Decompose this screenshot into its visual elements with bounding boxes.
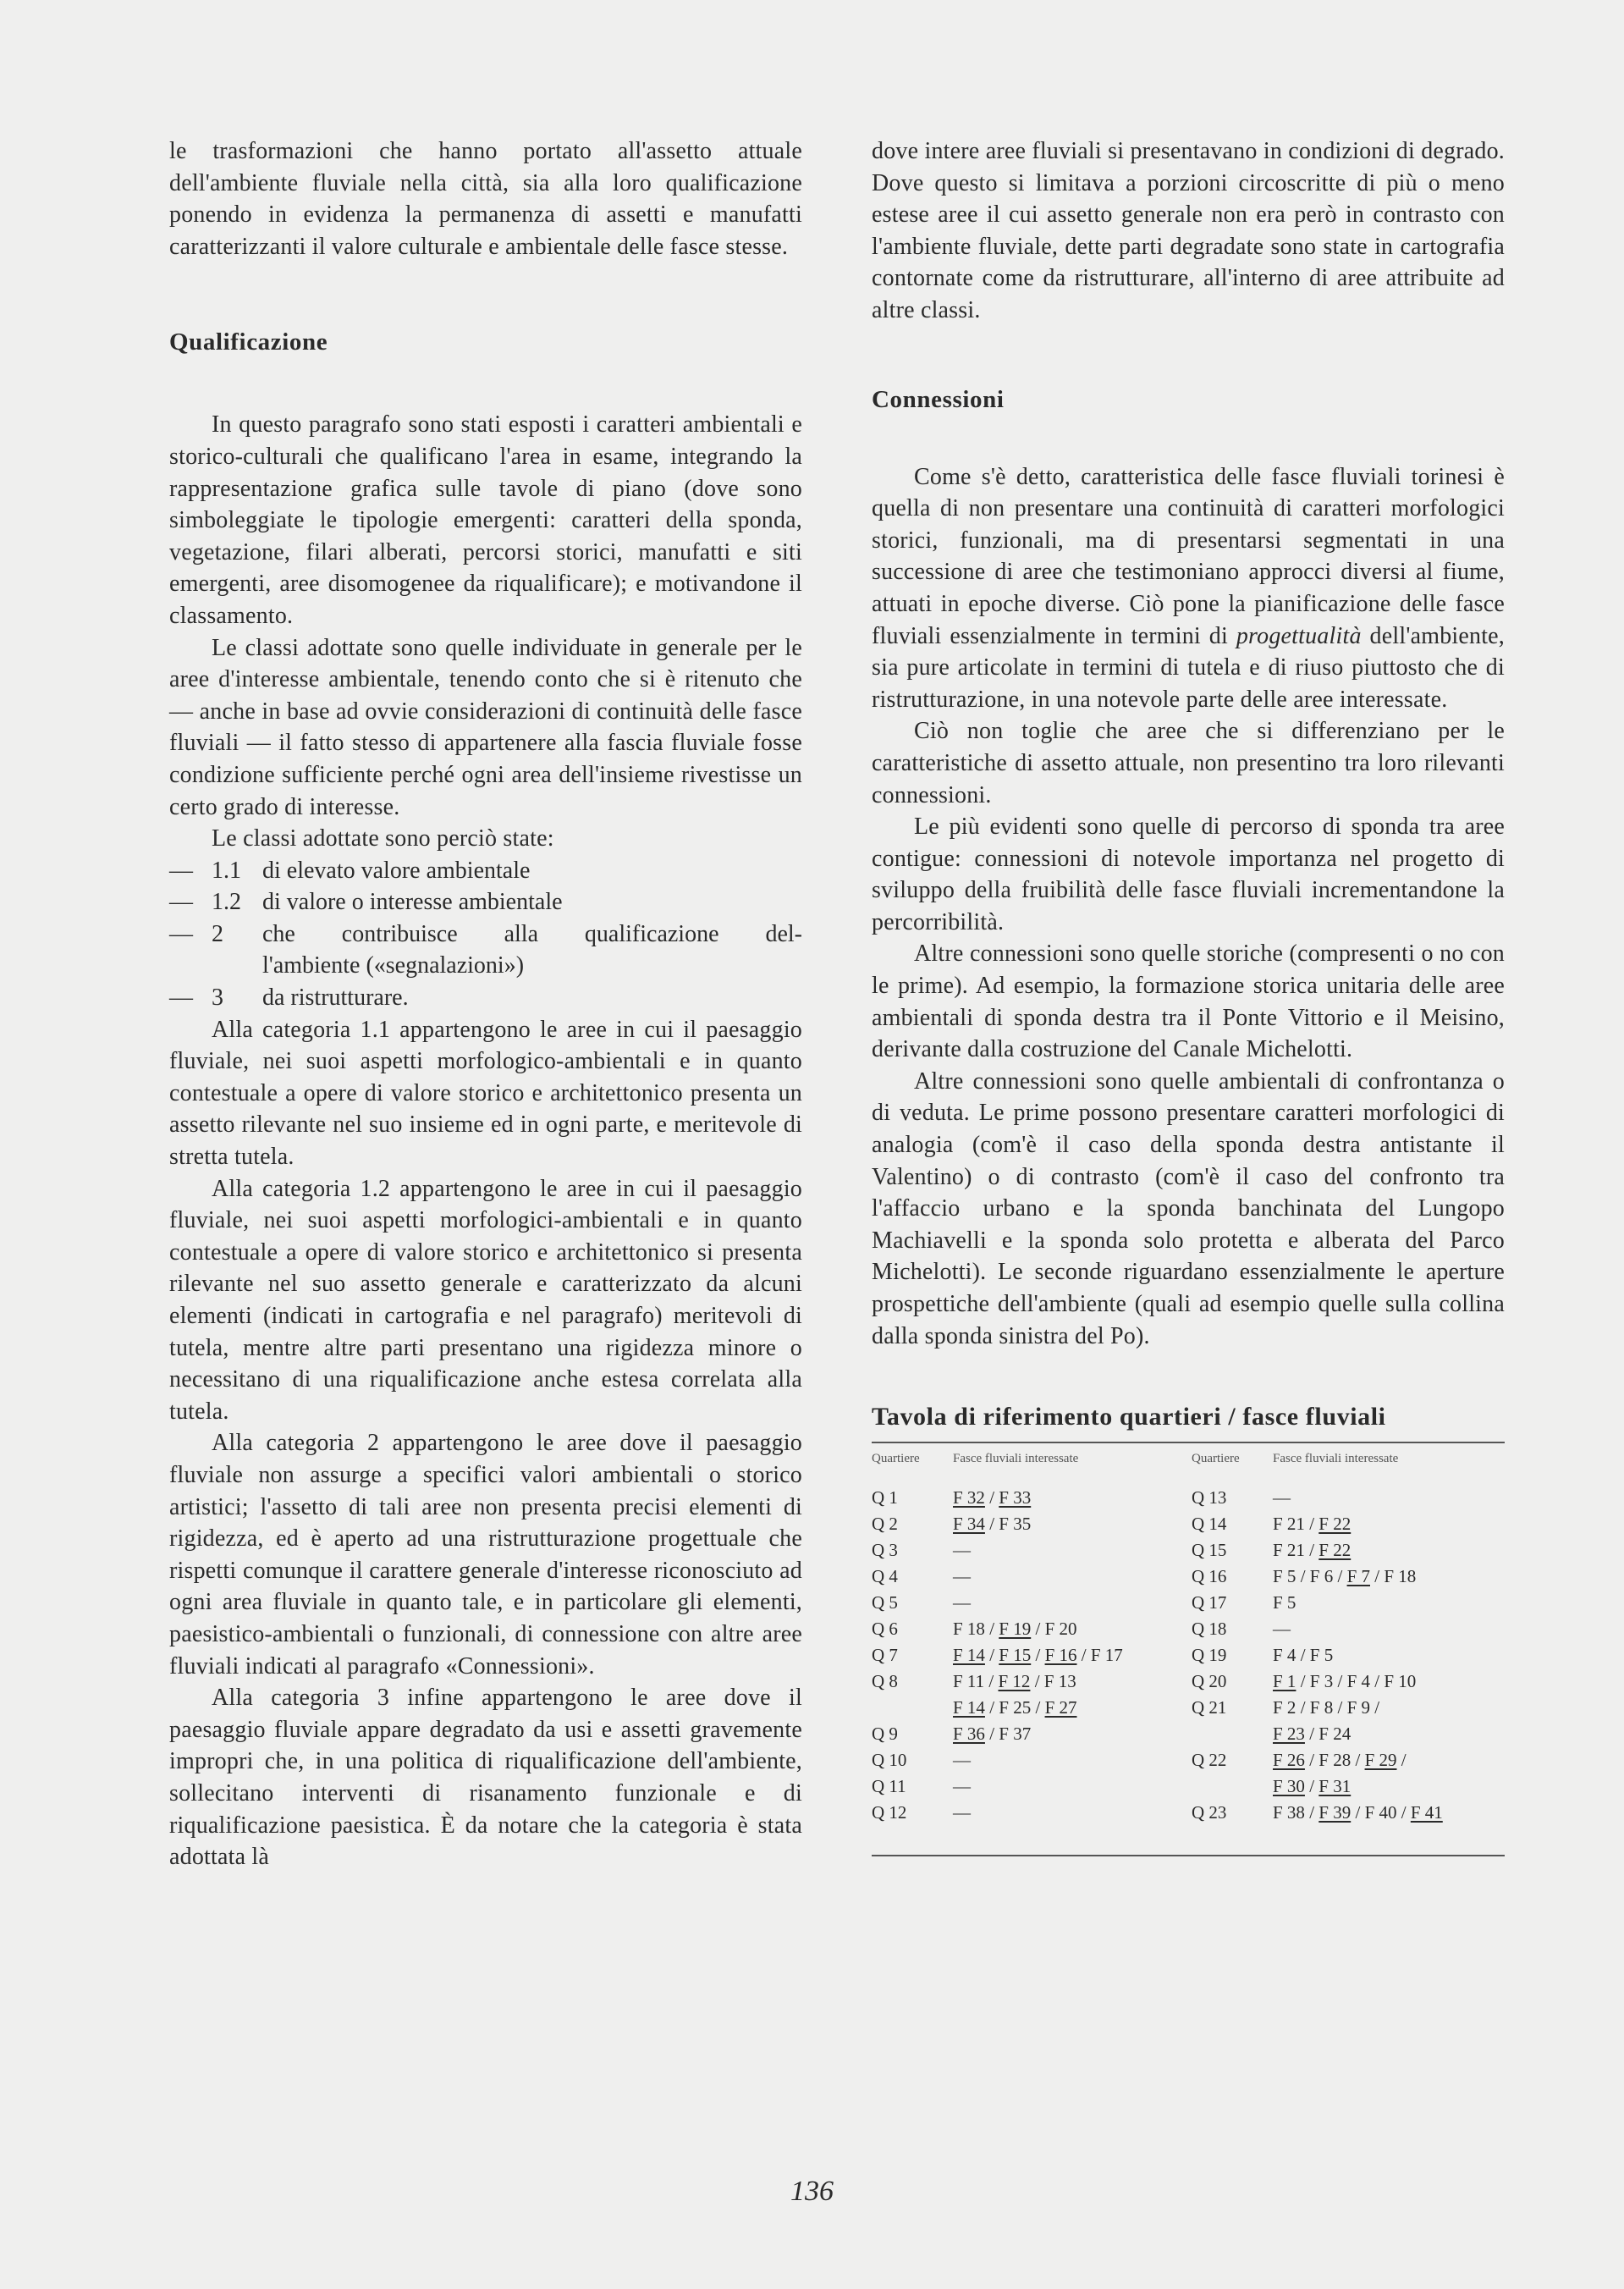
list-item <box>169 918 802 951</box>
emphasis-progettualita: progettualità <box>1236 622 1362 649</box>
separator: / <box>1370 1671 1385 1692</box>
list-item <box>169 886 802 918</box>
separator: / <box>1076 1645 1091 1666</box>
fascia-code: — <box>1273 1619 1291 1640</box>
separator: / <box>984 1671 999 1692</box>
list-dash: — <box>169 889 193 916</box>
table-row <box>872 1511 1505 1537</box>
separator: / <box>984 1724 999 1745</box>
fascia-code: F 37 <box>999 1724 1032 1745</box>
fascia-code: F 31 <box>1318 1776 1351 1797</box>
quartiere-cell: Q 12 <box>872 1802 907 1823</box>
fasce-cell <box>1273 1668 1505 1695</box>
fascia-code: F 34 <box>953 1514 985 1535</box>
fasce-cell <box>953 1642 1192 1668</box>
separator: / <box>1351 1750 1365 1771</box>
quartiere-cell: Q 6 <box>872 1619 898 1640</box>
separator: / <box>1296 1566 1310 1587</box>
fasce-cell <box>1273 1695 1505 1721</box>
list-item <box>169 855 802 887</box>
fascia-code: F 5 <box>1273 1592 1296 1613</box>
fasce-cell <box>953 1590 1192 1616</box>
reference-table <box>872 1443 1505 1826</box>
page-number: 136 <box>790 2176 834 2207</box>
quartiere-cell: Q 9 <box>872 1724 898 1745</box>
fascia-code: F 2 <box>1273 1697 1296 1718</box>
table-title: Tavola di riferimento quartieri / fasce fluviali <box>872 1403 1386 1431</box>
table-row <box>872 1668 1505 1695</box>
list-number: 1.1 <box>212 857 241 884</box>
quartiere-cell: Q 23 <box>1192 1802 1227 1823</box>
list-text: che contribuisce alla qualificazione del- <box>262 920 802 947</box>
quartiere-cell: Q 8 <box>872 1671 898 1692</box>
fasce-cell <box>1273 1773 1505 1800</box>
fascia-code: F 3 <box>1309 1671 1334 1692</box>
fasce-cell <box>1273 1747 1505 1773</box>
fasce-cell <box>953 1511 1192 1537</box>
quartiere-cell: Q 13 <box>1192 1487 1227 1509</box>
table-row <box>872 1800 1505 1826</box>
list-text: da ristrutturare. <box>262 985 409 1012</box>
separator: / <box>1333 1697 1347 1718</box>
class-list <box>169 855 802 1014</box>
quartiere-cell: Q 3 <box>872 1540 898 1561</box>
table-header-row <box>872 1443 1505 1485</box>
quartiere-cell: Q 22 <box>1192 1750 1227 1771</box>
fascia-code: — <box>953 1592 971 1613</box>
fascia-code: F 4 <box>1273 1645 1296 1666</box>
reference-table-block <box>872 1403 1505 1856</box>
list-number: 3 <box>212 985 223 1012</box>
paragraph: Alla categoria 3 infine appartengono le aree dove il paesaggio fluviale appare degradato da usi e assetti gravemente impropri che, in una politica di riqualificazione dell'ambiente, sollecitano interventi di risanamento funzionale e di riqualificazione paesistica. È da notare che la categoria è stata adottata là <box>169 1685 802 1871</box>
quartiere-cell: Q 1 <box>872 1487 898 1509</box>
table-bottom-rule <box>872 1855 1505 1856</box>
separator: / <box>1031 1645 1045 1666</box>
paragraph: Alla categoria 1.2 appartengono le aree in cui il paesaggio fluviale, nei suoi aspetti morfologici-ambientali e in quanto contestuale a opere di valore storico e architettonico si presenta rilevante nel suo assetto generale e caratterizzato da alcuni elementi (indicati in cartografia e nel paragrafo) meritevoli di tutela, mentre altre parti presentano una rigidezza minore o necessitano di una riqualificazione anche estesa correlata alla tutela. <box>169 1175 802 1425</box>
table-row <box>872 1564 1505 1590</box>
quartiere-cell: Q 7 <box>872 1645 898 1666</box>
table-row <box>872 1616 1505 1642</box>
fasce-cell <box>1273 1485 1505 1511</box>
list-text: di valore o interesse ambientale <box>262 889 563 916</box>
fascia-code: F 30 <box>1273 1776 1305 1797</box>
list-item <box>169 982 802 1014</box>
fascia-code: F 14 <box>953 1697 985 1718</box>
fascia-code: F 6 <box>1309 1566 1334 1587</box>
separator: / <box>984 1645 999 1666</box>
separator: / <box>1304 1514 1319 1535</box>
separator: / <box>984 1697 999 1718</box>
quartiere-cell: Q 18 <box>1192 1619 1227 1640</box>
table-row <box>872 1590 1505 1616</box>
list-dash: — <box>169 985 193 1012</box>
fascia-code: — <box>953 1566 971 1587</box>
fasce-cell <box>953 1537 1192 1564</box>
separator: / <box>1304 1540 1319 1561</box>
fascia-code: F 33 <box>999 1487 1032 1509</box>
table-row <box>872 1485 1505 1511</box>
quartiere-cell: Q 10 <box>872 1750 907 1771</box>
separator: / <box>1396 1802 1411 1823</box>
table-row <box>872 1773 1505 1800</box>
fasce-cell <box>953 1564 1192 1590</box>
fascia-code: F 19 <box>999 1619 1032 1640</box>
separator: / <box>1304 1750 1319 1771</box>
fasce-cell <box>953 1747 1192 1773</box>
separator: / <box>1370 1697 1380 1718</box>
table-row <box>872 1642 1505 1668</box>
text-run: dell'ambiente, sia pure articolate in termini di tutela e di riuso piuttosto che di ristrutturazione, in una notevole parte delle aree interessate. <box>872 622 1506 713</box>
fascia-code: F 32 <box>953 1487 985 1509</box>
fascia-code: F 35 <box>999 1514 1032 1535</box>
fasce-cell <box>953 1668 1192 1695</box>
fascia-code: F 20 <box>1044 1619 1077 1640</box>
paragraph: Le classi adottate sono quelle individuate in generale per le aree d'interesse ambientale, tenendo conto che si è ritenuto che — anche in base ad ovvie considerazioni di continuità delle fasce fluviali — il fatto stesso di appartenere alla fascia fluviale fosse condizione sufficiente perché ogni area dell'insieme rivestisse un certo grado di interesse. <box>169 634 802 820</box>
heading-connessioni: Connessioni <box>872 385 1005 413</box>
list-number: 1.2 <box>212 889 241 916</box>
paragraph: Altre connessioni sono quelle ambientali di confrontanza o di veduta. Le prime possono presentare caratteri morfologici di analogia (com'è il caso della sponda destra antistante il Valentino) o di contrasto (com'è il caso del confronto tra l'affaccio urbano e la sponda banchinata del Lungopo Machiavelli e la sponda solo protetta e alberata del Parco Michelotti). Le seconde riguardano essenzialmente le aperture prospettiche dell'ambiente (quali ad esempio quelle sulla collina dalla sponda sinistra del Po). <box>872 1067 1505 1349</box>
separator: / <box>1031 1619 1045 1640</box>
fascia-code: F 41 <box>1410 1802 1443 1823</box>
paragraph: Alla categoria 1.1 appartengono le aree in cui il paesaggio fluviale, nei suoi aspetti morfologico-ambientali e in quanto contestuale a opere di valore storico e architettonico presenta un assetto rilevante nel suo insieme ed in ogni parte, e meritevole di stretta tutela. <box>169 1016 802 1171</box>
separator: / <box>1030 1671 1044 1692</box>
quartiere-cell <box>1192 1773 1273 1800</box>
fasce-cell <box>953 1721 1192 1747</box>
paragraph: Le più evidenti sono quelle di percorso di sponda tra aree contigue: connessioni di notevole importanza nel progetto di sviluppo della fruibilità delle fasce fluviali incrementandone la percorribilità. <box>872 814 1505 935</box>
fasce-cell <box>953 1773 1192 1800</box>
list-number: 2 <box>212 920 223 947</box>
separator: / <box>1396 1750 1407 1771</box>
list-dash: — <box>169 920 193 947</box>
right-column <box>872 135 1505 1856</box>
separator: / <box>1296 1645 1310 1666</box>
list-continuation: l'ambiente («segnalazioni») <box>262 952 525 979</box>
quartiere-cell: Q 11 <box>872 1776 906 1797</box>
quartiere-cell: Q 5 <box>872 1592 898 1613</box>
fasce-cell <box>1273 1616 1505 1642</box>
separator: / <box>1351 1802 1365 1823</box>
paragraph: In questo paragrafo sono stati esposti i caratteri ambientali e storico-culturali che qualificano l'area in esame, integrando la rappresentazione grafica sulle tavole di piano (dove sono simboleggiate le tipologie emergenti: caratteri della sponda, vegetazione, filari alberati, percorsi storici, manufatti e siti emergenti, aree disomogenee da riqualificare); e motivandone il classamento. <box>169 411 802 629</box>
fascia-code: — <box>953 1540 971 1561</box>
table-bottom-space <box>872 1826 1505 1855</box>
fascia-code: F 40 <box>1364 1802 1397 1823</box>
fascia-code: F 16 <box>1044 1645 1077 1666</box>
fascia-code: F 17 <box>1090 1645 1123 1666</box>
quartiere-cell: Q 21 <box>1192 1697 1227 1718</box>
fascia-code: F 28 <box>1318 1750 1351 1771</box>
separator: / <box>984 1619 999 1640</box>
fasce-cell <box>1273 1564 1505 1590</box>
list-text: di elevato valore ambientale <box>262 857 531 884</box>
quartiere-cell: Q 19 <box>1192 1645 1227 1666</box>
fasce-cell <box>1273 1642 1505 1668</box>
quartiere-cell <box>1192 1721 1273 1747</box>
paragraph: Le classi adottate sono perciò state: <box>212 825 554 852</box>
paragraph-intro-left: le trasformazioni che hanno portato all'assetto attuale dell'ambiente fluviale nella città, sia alla loro qualificazione ponendo in evidenza la permanenza di assetti e manufatti caratterizzanti il valore culturale e ambientale delle fasce stesse. <box>169 138 802 260</box>
paragraph: Ciò non toglie che aree che si differenziano per le caratteristiche di assetto attuale, non presentino tra loro rilevanti connessioni. <box>872 718 1505 808</box>
fascia-code: F 13 <box>1043 1671 1076 1692</box>
paragraph <box>872 461 1505 716</box>
fascia-code: F 5 <box>1273 1566 1296 1587</box>
fascia-code: F 15 <box>999 1645 1032 1666</box>
fasce-cell <box>1273 1537 1505 1564</box>
column-header: Quartiere <box>1192 1452 1240 1466</box>
list-dash: — <box>169 857 193 884</box>
fascia-code: F 36 <box>953 1724 985 1745</box>
separator: / <box>984 1514 999 1535</box>
separator: / <box>1370 1566 1385 1587</box>
paragraph-intro-right: dove intere aree fluviali si presentavano in condizioni di degrado. Dove questo si limitava a porzioni circoscritte di più o meno estese aree il cui assetto generale non era però in contrasto con l'ambiente fluviale, dette parti degradate sono state in cartografia contornate come da ristrutturare, all'interno di aree attribuite ad altre classi. <box>872 138 1505 323</box>
fascia-code: F 18 <box>953 1619 985 1640</box>
column-header: Quartiere <box>872 1452 920 1466</box>
table-row <box>872 1747 1505 1773</box>
fascia-code: F 27 <box>1044 1697 1077 1718</box>
separator: / <box>1304 1724 1319 1745</box>
fascia-code: F 14 <box>953 1645 985 1666</box>
separator: / <box>984 1487 999 1509</box>
table-row <box>872 1695 1505 1721</box>
fascia-code: F 11 <box>953 1671 985 1692</box>
fasce-cell <box>1273 1721 1505 1747</box>
fascia-code: F 4 <box>1346 1671 1370 1692</box>
separator: / <box>1031 1697 1045 1718</box>
column-header: Fasce fluviali interessate <box>953 1452 1079 1466</box>
paragraph: Alla categoria 2 appartengono le aree dove il paesaggio fluviale non assurge a specifici valori ambientali o storico artistici; l'assetto di tali aree non presenta precisi elementi di rigidezza, ed è aperto ad una ristrutturazione progettuale che rispetti comunque il carattere generale d'interesse riconosciuto ad ogni area fluviale in quanto tale, e in particolare gli elementi, paesistico-ambientali o funzionali, di connessione con altre aree fluviali indicati al paragrafo «Connessioni». <box>169 1430 802 1680</box>
fascia-code: F 25 <box>999 1697 1032 1718</box>
fasce-cell <box>953 1616 1192 1642</box>
fascia-code: F 1 <box>1273 1671 1296 1692</box>
fascia-code: F 7 <box>1346 1566 1370 1587</box>
quartiere-cell <box>872 1695 953 1721</box>
quartiere-cell: Q 14 <box>1192 1514 1227 1535</box>
table-body <box>872 1485 1505 1826</box>
fasce-cell <box>953 1800 1192 1826</box>
fasce-cell <box>1273 1590 1505 1616</box>
column-header: Fasce fluviali interessate <box>1273 1452 1399 1466</box>
fascia-code: F 21 <box>1273 1514 1305 1535</box>
fascia-code: F 29 <box>1364 1750 1397 1771</box>
quartiere-cell: Q 17 <box>1192 1592 1227 1613</box>
quartiere-cell: Q 4 <box>872 1566 898 1587</box>
fascia-code: — <box>1273 1487 1291 1509</box>
fascia-code: F 12 <box>998 1671 1031 1692</box>
fasce-cell <box>953 1485 1192 1511</box>
fascia-code: F 18 <box>1384 1566 1417 1587</box>
text-run: Come s'è detto, caratteristica delle fasce fluviali torinesi è quella di non presentare una continuità di caratteri morfologici storici, funzionali, ma di presentarsi segmentati in una successione di aree che testimoniano approcci diversi al fiume, attuati in epoche diverse. Ciò pone la pianificazione delle fasce fluviali essenzialmente in termini di <box>872 463 1505 649</box>
fasce-cell <box>1273 1511 1505 1537</box>
fasce-cell <box>1273 1800 1505 1826</box>
table-row <box>872 1537 1505 1564</box>
fascia-code: F 21 <box>1273 1540 1305 1561</box>
fascia-code: — <box>953 1802 971 1823</box>
quartiere-cell: Q 20 <box>1192 1671 1227 1692</box>
fascia-code: F 24 <box>1318 1724 1351 1745</box>
fascia-code: F 22 <box>1318 1540 1351 1561</box>
paragraph: Altre connessioni sono quelle storiche (compresenti o no con le prime). Ad esempio, la formazione storica unitaria delle aree ambientali di sponda destra tra il Ponte Vittorio e il Meisino, derivante dalla costruzione del Canale Michelotti. <box>872 940 1505 1063</box>
fascia-code: — <box>953 1750 971 1771</box>
fascia-code: F 38 <box>1273 1802 1305 1823</box>
separator: / <box>1333 1671 1347 1692</box>
separator: / <box>1296 1697 1310 1718</box>
fascia-code: F 9 <box>1346 1697 1370 1718</box>
fascia-code: F 26 <box>1273 1750 1305 1771</box>
separator: / <box>1296 1671 1310 1692</box>
fascia-code: F 8 <box>1309 1697 1334 1718</box>
left-column <box>169 135 802 1873</box>
separator: / <box>1304 1802 1319 1823</box>
fascia-code: F 5 <box>1309 1645 1334 1666</box>
separator: / <box>1333 1566 1347 1587</box>
fascia-code: F 39 <box>1318 1802 1351 1823</box>
quartiere-cell: Q 2 <box>872 1514 898 1535</box>
separator: / <box>1304 1776 1319 1797</box>
heading-qualificazione: Qualificazione <box>169 328 328 356</box>
fasce-cell <box>953 1695 1192 1721</box>
fascia-code: F 10 <box>1384 1671 1417 1692</box>
quartiere-cell: Q 16 <box>1192 1566 1227 1587</box>
table-row <box>872 1721 1505 1747</box>
quartiere-cell: Q 15 <box>1192 1540 1227 1561</box>
fascia-code: F 22 <box>1318 1514 1351 1535</box>
fascia-code: — <box>953 1776 971 1797</box>
fascia-code: F 23 <box>1273 1724 1305 1745</box>
